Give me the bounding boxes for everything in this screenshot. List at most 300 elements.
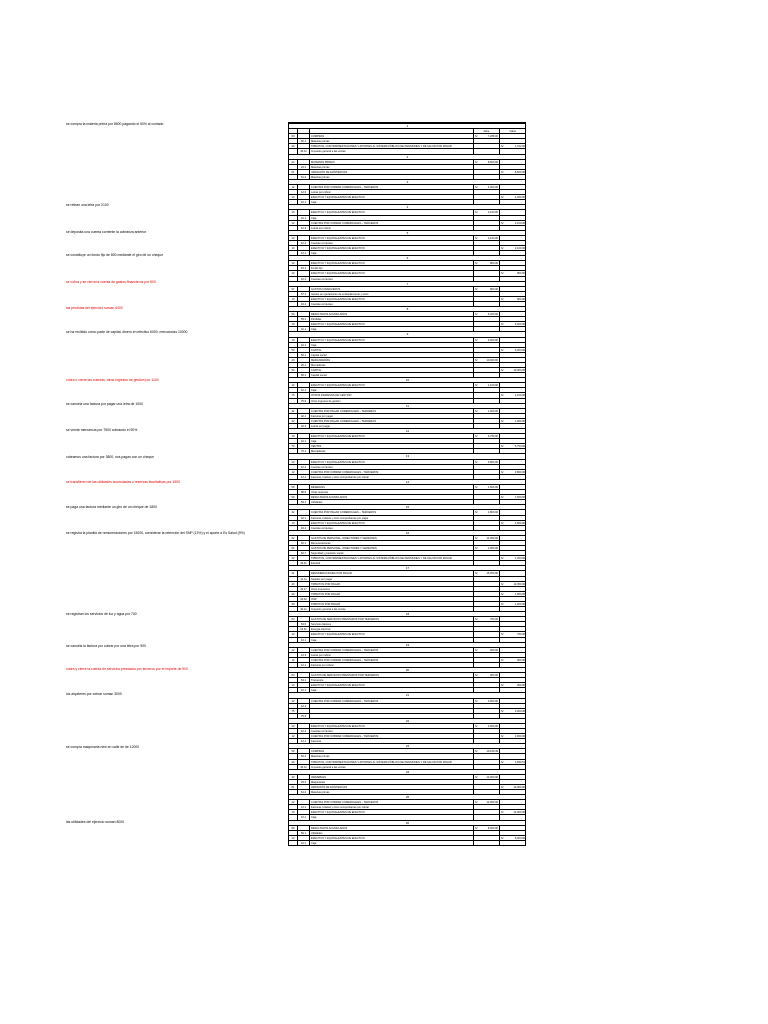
entry-number: 22 xyxy=(405,718,410,723)
account-class-cell: 42 xyxy=(289,510,298,514)
account-description-cell: CUENTAS POR PAGAR COMERCIALES – TERCEROS xyxy=(310,409,474,413)
account-description-cell: Caja xyxy=(310,200,474,204)
account-code-cell: 75.3 xyxy=(298,714,310,718)
account-class-cell: 59 xyxy=(289,495,298,499)
account-description-cell: Materias primas xyxy=(310,139,474,143)
haber-amount: 900.00 xyxy=(517,684,525,688)
account-description-cell: Mercaderías xyxy=(310,449,474,453)
account-class-cell: 10 xyxy=(289,195,298,199)
statement-16: se cancela la factura por cobrar por una letra por 900 xyxy=(66,644,146,648)
account-description-cell: Gastos en operaciones de endeudamiento y otros xyxy=(310,292,474,296)
account-code-cell: 10.1 xyxy=(298,815,310,819)
currency-symbol: S/ xyxy=(475,618,478,622)
account-class-cell: 10 xyxy=(289,210,298,214)
currency-symbol: S/ xyxy=(501,297,504,301)
account-description-cell: TRIBUTOS, CONTRAPRESTACIONES Y APORTES AL SISTEMA PÚBLICO DE PENSIONES Y DE SALUD POR PAGAR xyxy=(310,556,474,560)
account-description-cell: Seguridad y previsión social xyxy=(310,551,474,555)
account-code-cell: 40.11 xyxy=(298,149,310,153)
entry-number: 9 xyxy=(406,332,409,337)
account-description-cell: Caja xyxy=(310,638,474,642)
account-class-cell: 42 xyxy=(289,409,298,413)
currency-symbol: S/ xyxy=(475,384,478,388)
account-class-cell: 10 xyxy=(289,460,298,464)
account-description-cell: Fondo fijo xyxy=(310,266,474,270)
account-description-cell: CUENTAS POR COBRAR COMERCIALES – TERCEROS xyxy=(310,221,474,225)
statement-8: cobra o cierre las cuentas, otros ingresos de gestión por 1100 xyxy=(66,378,159,382)
account-description-cell: Facturas xyxy=(310,739,474,743)
debe-amount: 800.00 xyxy=(490,287,498,291)
haber-amount: 8,600.00 xyxy=(514,170,525,174)
haber-amount: 6,750.00 xyxy=(514,445,525,449)
haber-amount: 700.00 xyxy=(517,633,525,637)
account-class-cell: 12 xyxy=(289,470,298,474)
account-description-cell: Caja xyxy=(310,841,474,845)
entry-number: 7 xyxy=(406,281,409,286)
account-code-cell: 12.3 xyxy=(298,190,310,194)
account-class-cell: 50 xyxy=(289,348,298,352)
account-description-cell: Letras por cobrar xyxy=(310,190,474,194)
account-description-cell: TRIBUTOS POR PAGAR xyxy=(310,582,474,586)
account-description-cell: Otras reservas xyxy=(310,490,474,494)
account-code-cell: 61.2 xyxy=(298,175,310,179)
account-class-cell: 10 xyxy=(289,521,298,525)
account-description-cell: Impuesto general a las ventas xyxy=(310,149,474,153)
account-description-cell: CUENTAS POR COBRAR COMERCIALES – TERCEROS xyxy=(310,658,474,662)
account-description-cell: Essalud xyxy=(310,561,474,565)
haber-amount: 10,000.00 xyxy=(513,369,525,373)
currency-symbol: S/ xyxy=(475,338,478,342)
account-description-cell: TRIBUTOS, CONTRAPRESTACIONES Y APORTES AL SISTEMA PÚBLICO DE PENSIONES Y DE SALUD POR PAGAR xyxy=(310,144,474,148)
currency-symbol: S/ xyxy=(501,496,504,500)
haber-amount: 6,400.00 xyxy=(514,323,525,327)
account-description-cell: CUENTAS POR COBRAR COMERCIALES – TERCEROS xyxy=(310,699,474,703)
currency-symbol: S/ xyxy=(501,323,504,327)
debe-amount: 1,950.00 xyxy=(487,547,498,550)
account-class-cell: 59 xyxy=(289,826,298,830)
account-class-cell: 63 xyxy=(289,673,298,677)
account-description-cell: GASTOS DE PERSONAL, DIRECTORES Y GERENTES xyxy=(310,546,474,550)
currency-symbol: S/ xyxy=(475,674,478,678)
account-description-cell: MERCADERÍAS xyxy=(310,358,474,362)
haber-amount: 1,800.00 xyxy=(514,521,525,525)
account-class-cell: 67 xyxy=(289,287,298,291)
account-description-cell: Materias primas xyxy=(310,790,474,794)
account-class-cell: 75 xyxy=(289,709,298,713)
statement-12: se transfieren de las utilidades acumuladas o reservas facultativas por 1500 xyxy=(66,480,181,484)
currency-symbol: S/ xyxy=(501,811,504,815)
debe-amount: 1,100.00 xyxy=(487,384,498,388)
currency-symbol: S/ xyxy=(475,572,478,576)
account-description-cell: Otros impuestos xyxy=(310,587,474,591)
debe-amount: 6,000.00 xyxy=(487,338,498,342)
haber-amount: 3,800.00 xyxy=(514,470,525,474)
currency-symbol: S/ xyxy=(475,699,478,703)
account-class-cell: 40 xyxy=(289,582,298,586)
account-description-cell: EFECTIVO Y EQUIVALENTES DE EFECTIVO xyxy=(310,322,474,326)
currency-symbol: S/ xyxy=(501,394,504,398)
currency-symbol: S/ xyxy=(501,247,504,251)
debe-amount: 700.00 xyxy=(490,618,498,622)
haber-amount: 1,830.51 xyxy=(514,760,525,764)
account-class-cell: 10 xyxy=(289,810,298,814)
account-class-cell: 63 xyxy=(289,617,298,621)
currency-symbol: S/ xyxy=(501,272,504,276)
account-code-cell: 10.1 xyxy=(298,327,310,331)
account-code-cell: 75.9 xyxy=(298,399,310,403)
account-description-cell: INMUEBLES xyxy=(310,775,474,779)
account-code-cell: 10.1 xyxy=(298,216,310,220)
account-code-cell: 42.1 xyxy=(298,516,310,520)
statement-4: se constituye un fondo fijo de 800 mediante el giro de un cheque xyxy=(66,253,164,257)
account-description-cell: Cuentas corrientes xyxy=(310,277,474,281)
account-description-cell: EFECTIVO Y EQUIVALENTES DE EFECTIVO xyxy=(310,246,474,250)
haber-amount: 1,100.00 xyxy=(514,394,525,398)
account-description-cell: MATERIAS PRIMAS xyxy=(310,160,474,164)
account-description-cell: Caja xyxy=(310,251,474,255)
account-code-cell: 10.1 xyxy=(298,439,310,443)
entry-number: 2 xyxy=(406,154,409,159)
account-class-cell: 10 xyxy=(289,236,298,240)
account-class-cell: 59 xyxy=(289,312,298,316)
account-code-cell: 10.1 xyxy=(298,343,310,347)
account-description-cell: Sueldos por pagar xyxy=(310,577,474,581)
account-class-cell: 50 xyxy=(289,368,298,372)
account-class-cell: 40 xyxy=(289,144,298,148)
currency-symbol: S/ xyxy=(501,760,504,764)
account-class-cell: 33 xyxy=(289,775,298,779)
account-code-cell: 10.1 xyxy=(298,388,310,392)
statement-1: se compra la materia prima por 8600 pagando el 50% al contado xyxy=(66,122,164,126)
debe-amount: 10,000.00 xyxy=(486,358,498,362)
account-description-cell: Remuneraciones xyxy=(310,541,474,545)
currency-symbol: S/ xyxy=(501,836,504,840)
haber-amount: 1,500.00 xyxy=(514,496,525,500)
account-code-cell: 12.1 xyxy=(298,475,310,479)
account-description-cell: TRIBUTOS POR PAGAR xyxy=(310,602,474,606)
account-description-cell: Facturas, boletas y otros comprobantes por cobrar xyxy=(310,475,474,479)
currency-symbol: S/ xyxy=(501,145,504,149)
haber-amount: 1,350.00 xyxy=(514,557,525,561)
haber-amount: 1,000.00 xyxy=(514,419,525,423)
account-description-cell: EFECTIVO Y EQUIVALENTES DE EFECTIVO xyxy=(310,338,474,342)
account-description-cell: GASTOS FINANCIEROS xyxy=(310,287,474,291)
entry-number: 23 xyxy=(405,744,410,749)
haber-amount: 800.00 xyxy=(517,272,525,276)
account-code-cell: 70.1 xyxy=(298,449,310,453)
account-class-cell: 62 xyxy=(289,536,298,540)
haber-amount: 3,000.00 xyxy=(514,709,525,713)
currency-symbol: S/ xyxy=(475,648,478,652)
debe-amount: 3,800.00 xyxy=(487,460,498,464)
account-description-cell: Caja xyxy=(310,815,474,819)
account-class-cell: 12 xyxy=(289,648,298,652)
account-class-cell: 42 xyxy=(289,419,298,423)
account-description-cell: EFECTIVO Y EQUIVALENTES DE EFECTIVO xyxy=(310,383,474,387)
account-description-cell: CUENTAS POR COBRAR COMERCIALES – TERCEROS xyxy=(310,185,474,189)
statement-13: se paga una factura mediante un giro de un cheque de 1800 xyxy=(66,505,157,509)
currency-symbol: S/ xyxy=(475,211,478,215)
account-description-cell: OTROS INGRESOS DE GESTIÓN xyxy=(310,393,474,397)
debe-amount: 15,000.00 xyxy=(486,572,498,576)
currency-symbol: S/ xyxy=(501,419,504,423)
statement-17: cobra y cierre la cuenta de servicios prestados por terceros por el importe de 900 xyxy=(66,667,188,671)
account-code-cell: 59.1 xyxy=(298,831,310,835)
account-class-cell: 60 xyxy=(289,749,298,753)
statement-20: las utilidades del ejercicio suman 8000 xyxy=(66,820,125,824)
entry-number: 6 xyxy=(406,256,409,261)
statement-10: se vende mercancía por 7500 cobrando el 90% xyxy=(66,428,138,432)
entry-number: 18 xyxy=(405,612,410,617)
debe-header: debe xyxy=(474,129,500,133)
haber-header: haber xyxy=(509,130,517,134)
account-class-cell: 12 xyxy=(289,185,298,189)
entry-number: 14 xyxy=(405,479,410,484)
haber-amount: 3,000.00 xyxy=(514,735,525,739)
account-code-cell: 24.1 xyxy=(298,165,310,169)
account-description-cell: Materias primas xyxy=(310,754,474,758)
currency-symbol: S/ xyxy=(501,196,504,200)
account-description-cell: CAPITAL xyxy=(310,368,474,372)
haber-amount: 13,050.00 xyxy=(513,582,525,586)
account-code-cell: 40.17 xyxy=(298,587,310,591)
account-code-cell: 61.2 xyxy=(298,790,310,794)
account-description-cell: VARIACIÓN DE EXISTENCIAS xyxy=(310,785,474,789)
account-class-cell: 40 xyxy=(289,760,298,764)
currency-symbol: S/ xyxy=(475,536,478,540)
debe-amount: 6,750.00 xyxy=(487,435,498,439)
currency-symbol: S/ xyxy=(475,775,478,779)
account-description-cell: Servicios básicos xyxy=(310,622,474,626)
account-description-cell: Utilidades xyxy=(310,500,474,504)
account-class-cell: 10 xyxy=(289,383,298,387)
entry-number: 17 xyxy=(405,566,410,571)
currency-symbol: S/ xyxy=(475,460,478,464)
account-description-cell: Caja xyxy=(310,343,474,347)
account-description-cell: EFECTIVO Y EQUIVALENTES DE EFECTIVO xyxy=(310,683,474,687)
account-code-cell: 10.4 xyxy=(298,465,310,469)
account-class-cell: 20 xyxy=(289,358,298,362)
account-code-cell: 10.4 xyxy=(298,526,310,530)
account-description-cell: EFECTIVO Y EQUIVALENTES DE EFECTIVO xyxy=(310,810,474,814)
account-description-cell: COMPRAS xyxy=(310,134,474,138)
haber-amount: 1,200.00 xyxy=(514,602,525,606)
entry-number: 21 xyxy=(405,693,410,698)
account-code-cell: 40.11 xyxy=(298,765,310,769)
account-code-cell: 40.11 xyxy=(298,607,310,611)
account-class-cell: 10 xyxy=(289,632,298,636)
currency-symbol: S/ xyxy=(475,435,478,439)
entry-number: 15 xyxy=(405,505,410,510)
entry-number: 24 xyxy=(405,769,410,774)
account-description-cell: TRIBUTOS POR PAGAR xyxy=(310,592,474,596)
currency-symbol: S/ xyxy=(501,221,504,225)
debe-amount: 4,300.00 xyxy=(487,186,498,189)
account-class-cell: 10 xyxy=(289,271,298,275)
account-description-cell: ONP xyxy=(310,597,474,601)
account-class-cell: 10 xyxy=(289,261,298,265)
account-description-cell: Letras por cobrar xyxy=(310,226,474,230)
statement-6: las pérdidas del ejercicio suman 6400 xyxy=(66,306,123,310)
haber-amount-cell xyxy=(500,841,526,845)
account-code-cell: 59.2 xyxy=(298,317,310,321)
account-description-cell: VENTAS xyxy=(310,444,474,448)
statement-7: se ha recibido como parte de capital, dinero en efectivo 6000, mercancías 10000 xyxy=(66,330,188,334)
debe-amount: 8,000.00 xyxy=(487,826,498,830)
account-class-cell: 10 xyxy=(289,434,298,438)
currency-symbol: S/ xyxy=(475,135,478,139)
currency-symbol: S/ xyxy=(475,236,478,240)
currency-symbol: S/ xyxy=(475,801,478,805)
account-description-cell: Cuentas corrientes xyxy=(310,465,474,469)
account-class-cell: 40 xyxy=(289,592,298,596)
debe-amount-cell xyxy=(474,841,500,845)
currency-symbol: S/ xyxy=(501,785,504,789)
currency-symbol: S/ xyxy=(501,582,504,586)
currency-symbol: S/ xyxy=(501,633,504,637)
account-code-cell: 63.1 xyxy=(298,678,310,682)
account-description-cell: EFECTIVO Y EQUIVALENTES DE EFECTIVO xyxy=(310,724,474,728)
debe-amount: 12,000.00 xyxy=(486,775,498,779)
currency-symbol: S/ xyxy=(475,186,478,189)
account-code-cell: 10.4 xyxy=(298,277,310,281)
haber-amount: 2,100.00 xyxy=(514,247,525,251)
account-description-cell: Facturas por cobrar xyxy=(310,663,474,667)
entry-number: 1 xyxy=(406,124,409,128)
account-code-cell: 42.3 xyxy=(298,424,310,428)
account-code-cell: 10.1 xyxy=(298,266,310,270)
account-code-cell: 59.1 xyxy=(298,500,310,504)
currency-symbol: S/ xyxy=(501,445,504,449)
account-description-cell: CUENTAS POR COBRAR COMERCIALES – TERCEROS xyxy=(310,800,474,804)
haber-amount: 6,000.00 xyxy=(514,348,525,352)
account-code-cell: 50.1 xyxy=(298,353,310,357)
account-description-cell: Otros ingresos de gestión xyxy=(310,399,474,403)
account-description-cell: Letras por pagar xyxy=(310,424,474,428)
account-description-cell: CUENTAS POR COBRAR COMERCIALES – TERCEROS xyxy=(310,648,474,652)
haber-amount: 4,300.00 xyxy=(514,196,525,200)
entry-number: 8 xyxy=(406,307,409,312)
account-class-cell: 12 xyxy=(289,800,298,804)
account-description-cell: Caja xyxy=(310,688,474,692)
currency-symbol: S/ xyxy=(501,557,504,561)
account-description-cell: RESERVAS xyxy=(310,485,474,489)
account-code-cell: 58.9 xyxy=(298,490,310,494)
debe-amount: 2,100.00 xyxy=(487,211,498,215)
debe-amount: 900.00 xyxy=(490,674,498,678)
account-code-cell: 12.1 xyxy=(298,739,310,743)
account-description-cell: Facturas, boletas y otros comprobantes por cobrar xyxy=(310,805,474,809)
account-code-cell: 63.6 xyxy=(298,622,310,626)
currency-symbol: S/ xyxy=(501,592,504,596)
account-code-cell: 10.4 xyxy=(298,302,310,306)
currency-symbol: S/ xyxy=(475,358,478,362)
account-code-cell: 20.1 xyxy=(298,363,310,367)
entry-number: 13 xyxy=(405,454,410,459)
entry-number: 11 xyxy=(405,403,410,408)
account-description-cell: CUENTAS POR COBRAR COMERCIALES – TERCEROS xyxy=(310,734,474,738)
debe-amount: 900.00 xyxy=(490,648,498,652)
account-description-cell: Capital social xyxy=(310,373,474,377)
account-class-cell: 12 xyxy=(289,658,298,662)
account-description-cell: Capital social xyxy=(310,353,474,357)
account-code-cell: 10.1 xyxy=(298,251,310,255)
account-description-cell: Cuentas corrientes xyxy=(310,241,474,245)
currency-symbol: S/ xyxy=(501,709,504,713)
haber-amount: 1,950.00 xyxy=(514,592,525,596)
account-description-cell: Cuentas corrientes xyxy=(310,729,474,733)
account-description-cell: TRIBUTOS, CONTRAPRESTACIONES Y APORTES AL SISTEMA PÚBLICO DE PENSIONES Y DE SALUD POR PAGAR xyxy=(310,760,474,764)
currency-symbol: S/ xyxy=(475,547,478,550)
account-description-cell: Impuesto general a las ventas xyxy=(310,765,474,769)
account-code-cell: 10.4 xyxy=(298,729,310,733)
account-description-cell: GASTOS DE PERSONAL, DIRECTORES Y GERENTES xyxy=(310,536,474,540)
account-description-cell: Facturas, boletas y otros comprobantes por pagar xyxy=(310,516,474,520)
account-description-cell: CUENTAS POR PAGAR COMERCIALES – TERCEROS xyxy=(310,510,474,514)
account-description-cell: Pérdidas xyxy=(310,317,474,321)
statement-2: se retiran una letra por 2100 xyxy=(66,203,109,207)
account-code-cell: 60.2 xyxy=(298,754,310,758)
account-class-cell: 10 xyxy=(289,246,298,250)
account-code-cell: 10.1 xyxy=(298,200,310,204)
account-description-cell: EFECTIVO Y EQUIVALENTES DE EFECTIVO xyxy=(310,434,474,438)
statement-14: se registra la planilla de remuneraciones por 15000, considerar la retención del SNP (13%) y el aporte a Es Salud (9%) xyxy=(66,531,245,535)
account-code-cell: 12.3 xyxy=(298,226,310,230)
statement-5: se cobra y se cierra la cuenta de gastos financieros por 800 xyxy=(66,280,156,284)
entry-number: 10 xyxy=(405,378,410,383)
entry-number: 20 xyxy=(405,668,410,673)
debe-amount: 800.00 xyxy=(490,262,498,266)
account-class-cell: 12 xyxy=(289,699,298,703)
debe-amount: 1,800.00 xyxy=(487,511,498,515)
debe-amount: 3,000.00 xyxy=(487,724,498,728)
currency-symbol: S/ xyxy=(475,486,478,489)
debe-amount: 1,500.00 xyxy=(487,486,498,489)
account-description-cell: EFECTIVO Y EQUIVALENTES DE EFECTIVO xyxy=(310,210,474,214)
account-description-cell: GASTOS DE SERVICIOS PRESTADOS POR TERCEROS xyxy=(310,617,474,621)
account-description-cell: REMUNERACIONES POR PAGAR xyxy=(310,571,474,575)
journal-ledger-table xyxy=(288,122,526,846)
currency-symbol: S/ xyxy=(475,724,478,728)
account-description-cell: GASTOS DE SERVICIOS PRESTADOS POR TERCEROS xyxy=(310,673,474,677)
account-code-cell: 50.1 xyxy=(298,373,310,377)
currency-symbol: S/ xyxy=(501,684,504,688)
entry-number: 16 xyxy=(405,530,410,535)
account-class-cell: 40 xyxy=(289,556,298,560)
currency-symbol: S/ xyxy=(475,511,478,515)
account-code-cell: 63.61 xyxy=(298,627,310,631)
account-description-cell: EFECTIVO Y EQUIVALENTES DE EFECTIVO xyxy=(310,261,474,265)
currency-symbol: S/ xyxy=(501,470,504,474)
statement-19: se compra maquinaria new en calle de de 12000 xyxy=(66,745,140,749)
account-description-cell: Cuentas corrientes xyxy=(310,302,474,306)
haber-amount: 2,100.00 xyxy=(514,221,525,225)
haber-amount: 1,312.00 xyxy=(514,145,525,149)
account-description-cell: Energía eléctrica xyxy=(310,627,474,631)
currency-symbol: S/ xyxy=(475,826,478,830)
account-class-cell: 61 xyxy=(289,785,298,789)
debe-amount: 13,050.00 xyxy=(486,536,498,540)
account-code-cell: 40.32 xyxy=(298,597,310,601)
account-code-cell: 10.1 xyxy=(298,688,310,692)
account-class-cell: 58 xyxy=(289,485,298,489)
account-class-cell xyxy=(289,841,298,845)
account-code-cell: 41.11 xyxy=(298,577,310,581)
account-description-cell: EFECTIVO Y EQUIVALENTES DE EFECTIVO xyxy=(310,460,474,464)
currency-symbol: S/ xyxy=(475,313,478,317)
account-description-cell: Caja xyxy=(310,216,474,220)
debe-amount: 7,288.00 xyxy=(487,135,498,139)
entry-number: 19 xyxy=(405,642,410,647)
